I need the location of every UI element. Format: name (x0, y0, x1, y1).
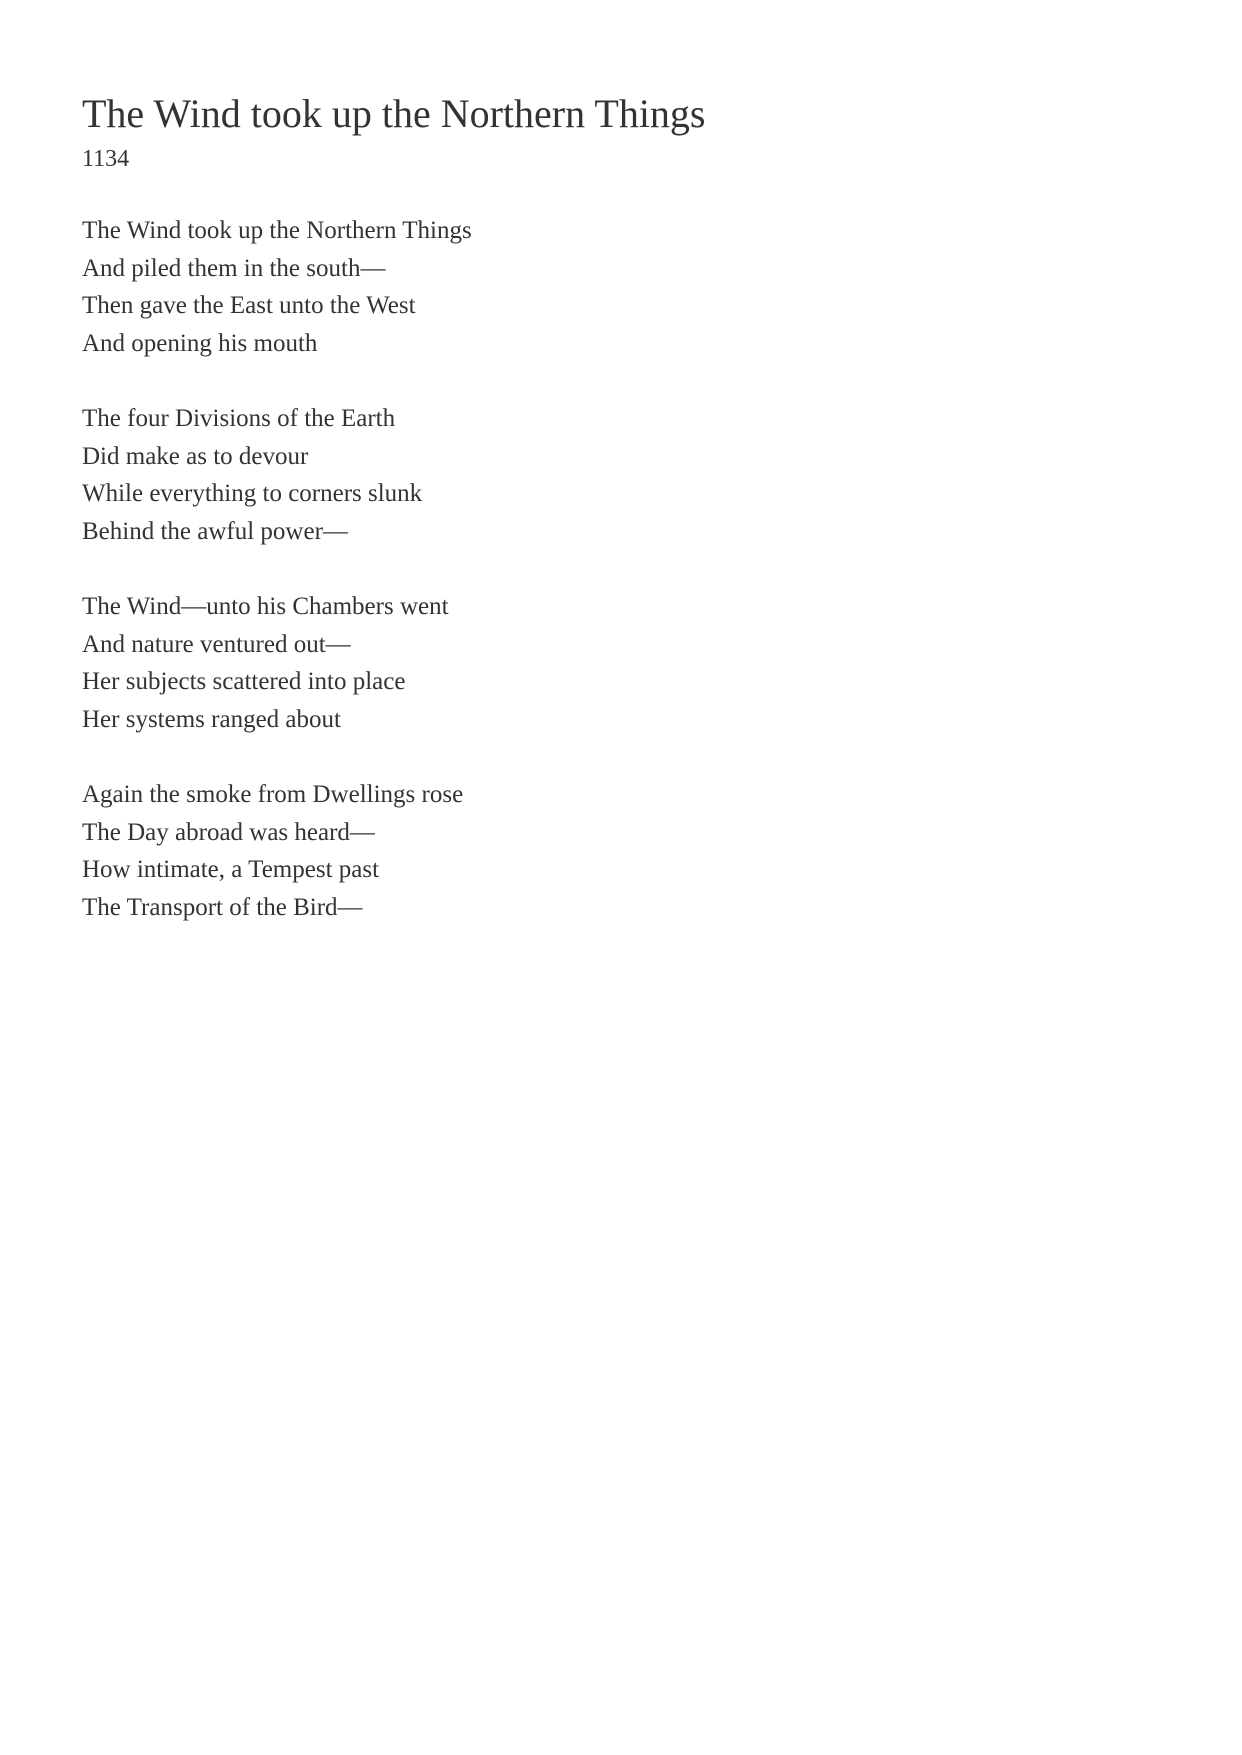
poem-title: The Wind took up the Northern Things (82, 91, 706, 136)
poem-line: The Transport of the Bird— (82, 893, 363, 921)
poem-line: And opening his mouth (82, 329, 318, 357)
poem-line: Again the smoke from Dwellings rose (82, 781, 464, 808)
stanza-3 (82, 588, 1162, 738)
poem-line: The Wind—unto his Chambers went (82, 593, 449, 620)
poem-line: While everything to corners slunk (82, 480, 423, 507)
poem-line: Her systems ranged about (82, 705, 341, 733)
poem-line: Did make as to devour (82, 442, 309, 470)
stanza-4 (82, 776, 1162, 926)
poem-number: 1134 (82, 146, 130, 172)
stanza-1 (82, 212, 1162, 362)
poem-line: The four Divisions of the Earth (82, 405, 396, 432)
poem-line: The Wind took up the Northern Things (82, 217, 472, 244)
poem-line: Then gave the East unto the West (82, 292, 416, 319)
document-page (82, 86, 1162, 964)
poem-line: Her subjects scattered into place (82, 668, 406, 695)
poem-line: Behind the awful power— (82, 517, 348, 545)
poem-line: How intimate, a Tempest past (82, 856, 380, 883)
poem-line: The Day abroad was heard— (82, 818, 375, 846)
poem-line: And nature ventured out— (82, 630, 351, 658)
stanza-2 (82, 400, 1162, 550)
poem-line: And piled them in the south— (82, 254, 386, 282)
